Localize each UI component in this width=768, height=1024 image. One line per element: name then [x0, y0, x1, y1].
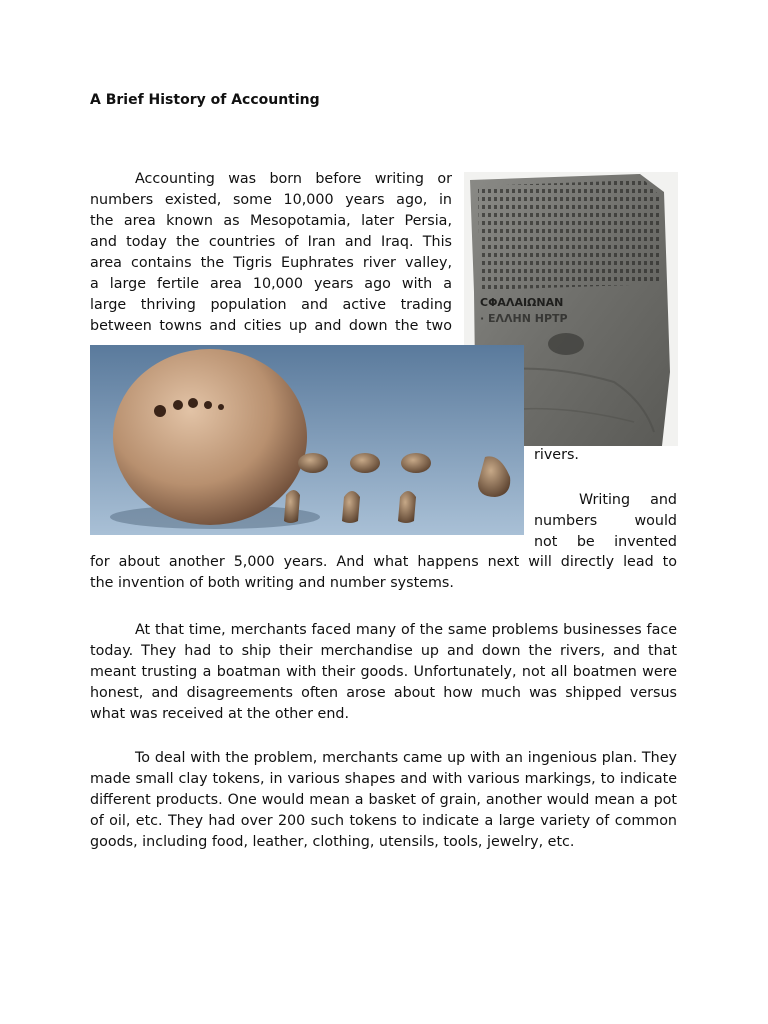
intro-line-3: the area known as Mesopotamia, later Persia,: [90, 213, 452, 229]
intro-line-2: numbers existed, some 10,000 years ago, in: [90, 192, 452, 208]
intro-cont-line-1: for about another 5,000 years. And what happens next will directly lead to: [90, 554, 677, 570]
clay-tokens-image: [90, 345, 524, 535]
intro-line-5: area contains the Tigris Euphrates river valley,: [90, 255, 452, 271]
intro-side-line-3: not be invented: [534, 534, 677, 550]
intro-paragraph-top: [90, 169, 452, 337]
paragraph-clay-tokens: To deal with the problem, merchants came up with an ingenious plan. They made small clay tokens, in various shapes and with various markings, to indicate different products. One would mean a basket of grain, another would mean a pot of oil, etc. They had over 200 such tokens to indicate a large variety of common goods, including food, leather, clothing, utensils, tools, jewelry, etc.: [90, 750, 677, 850]
intro-rivers-text: rivers.: [534, 447, 579, 463]
intro-side-column: [534, 490, 677, 553]
intro-cont-line-2: the invention of both writing and number systems.: [90, 575, 454, 591]
intro-continuation: [90, 552, 677, 594]
intro-line-7: large thriving population and active trading: [90, 297, 452, 313]
intro-side-line-2: numbers would: [534, 513, 677, 529]
intro-line-4: and today the countries of Iran and Iraq. This: [90, 234, 452, 250]
document-title: A Brief History of Accounting: [90, 92, 320, 108]
intro-rivers-line: [534, 445, 678, 466]
intro-line-6: a large fertile area 10,000 years ago with a: [90, 276, 452, 292]
intro-line-8: between towns and cities up and down the two: [90, 318, 452, 334]
svg-text:· ΕΛΛΗΝ ΗΡΤΡ: · ΕΛΛΗΝ ΗΡΤΡ: [480, 312, 568, 325]
intro-line-1: Accounting was born before writing or: [135, 171, 452, 187]
svg-text:ϹΦΑΛΑΙΩΝΑΝ: ϹΦΑΛΑΙΩΝΑΝ: [480, 296, 564, 309]
paragraph-merchants-problems: At that time, merchants faced many of the same problems businesses face today. They had to ship their merchandise up and down the rivers, and that meant trusting a boatman with their goods. Unfortunately, not all boatmen were honest, and disagreements often arose about how much was shipped versus what was received at the other end.: [90, 622, 677, 722]
intro-side-line-1: Writing and: [579, 492, 677, 508]
